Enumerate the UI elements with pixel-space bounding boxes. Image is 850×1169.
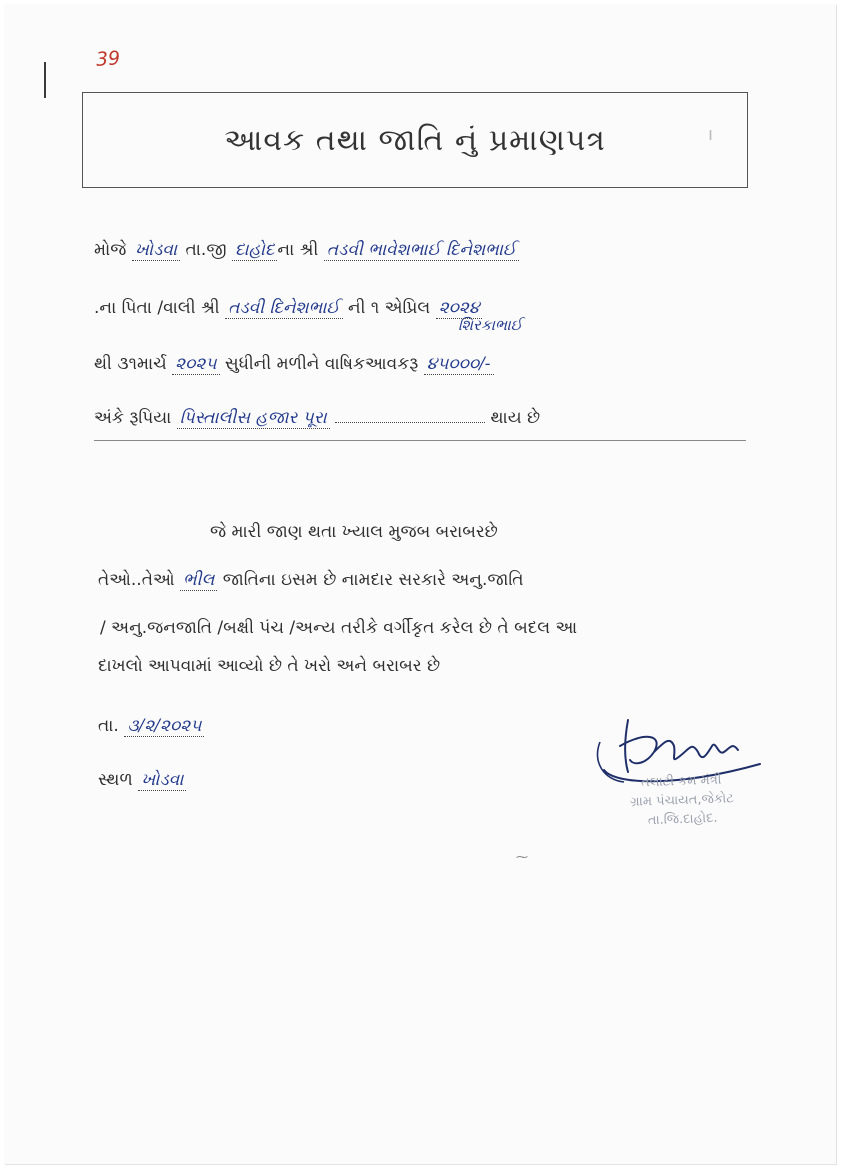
to-year: ૨૦૨૫ — [172, 354, 219, 375]
ink-speck: ⁓ — [516, 850, 528, 864]
caste-value: ભીલ — [180, 570, 217, 591]
father-name: તડવી દિનેશભાઈ — [225, 298, 342, 319]
title-box — [82, 92, 748, 188]
place-value: ખોડવા — [138, 770, 186, 791]
father-name-annotation: શિરકાભાઈ — [458, 316, 523, 334]
income-amount: ૪૫૦૦૦/- — [424, 354, 494, 375]
rupees-label: અંકે રૂપિયા — [94, 408, 172, 428]
place-line — [98, 770, 186, 790]
stamp-line-1: તલાટી કમ મંત્રી — [640, 772, 722, 791]
date-line — [98, 716, 204, 736]
para-line-4: દાખલો આપવામાં આવ્યો છે તે ખરો અને બરાબર છે — [98, 656, 441, 676]
taluka-label: તા.જી — [185, 240, 227, 260]
page-number: 39 — [95, 47, 121, 71]
line-father — [94, 298, 482, 318]
stray-mark: ı — [708, 124, 714, 145]
line-amount-words — [94, 408, 540, 428]
para-line-3: / અનુ.જનજાતિ /બક્ષી પંચ /અન્ય તરીકે વર્ગીકૃત કરેલ છે તે બદલ આ — [100, 618, 578, 638]
certificate-title: આવક તથા જાતિ નું પ્રમાણપત્ર — [224, 122, 606, 158]
amount-in-words: પિસ્તાલીસ હજાર પૂરા — [177, 408, 330, 429]
april-label: ની ૧ એપ્રિલ — [347, 298, 431, 318]
district-value: દાહોદ — [232, 240, 278, 261]
they-label: તેઓ..તેઓ — [98, 570, 175, 590]
caste-text: જાતિના ઇસમ છે નામદાર સરકારે અનુ.જાતિ — [222, 570, 524, 590]
thay-che-label: થાય છે — [490, 408, 541, 428]
margin-mark — [44, 62, 46, 98]
stamp-line-2: ગ્રામ પંચાયત,જેકોટ — [629, 791, 735, 810]
stamp-line-3: તા.જિ.દાહોદ. — [647, 810, 718, 829]
village-label: મોજે — [94, 240, 127, 260]
para-line-1: જે મારી જાણ થતા ખ્યાલ મુજબ બરાબરછે — [210, 522, 498, 542]
father-label: .ના પિતા /વાલી શ્રી — [94, 298, 220, 318]
para-line-2 — [98, 570, 524, 590]
village-value: ખોડવા — [132, 240, 180, 261]
dotted-fill — [335, 408, 485, 423]
line-income — [94, 354, 494, 374]
from-year: ૨૦૨૪ — [436, 298, 483, 319]
date-value: ૩/૨/૨૦૨૫ — [124, 716, 204, 737]
certificate-page — [4, 4, 836, 1164]
income-label: સુધીની મળીને વાષિકઆવકરૂ — [224, 354, 419, 374]
official-stamp — [591, 769, 773, 832]
shri-label: ના શ્રી — [277, 240, 319, 260]
date-label: તા. — [98, 716, 119, 736]
place-label: સ્થળ — [98, 770, 133, 790]
line-village — [94, 240, 519, 260]
divider-line — [94, 440, 746, 441]
applicant-name: તડવી ભાવેશભાઈ દિનેશભાઈ — [324, 240, 519, 261]
march-label: થી ૩૧માર્ચ — [94, 354, 167, 374]
